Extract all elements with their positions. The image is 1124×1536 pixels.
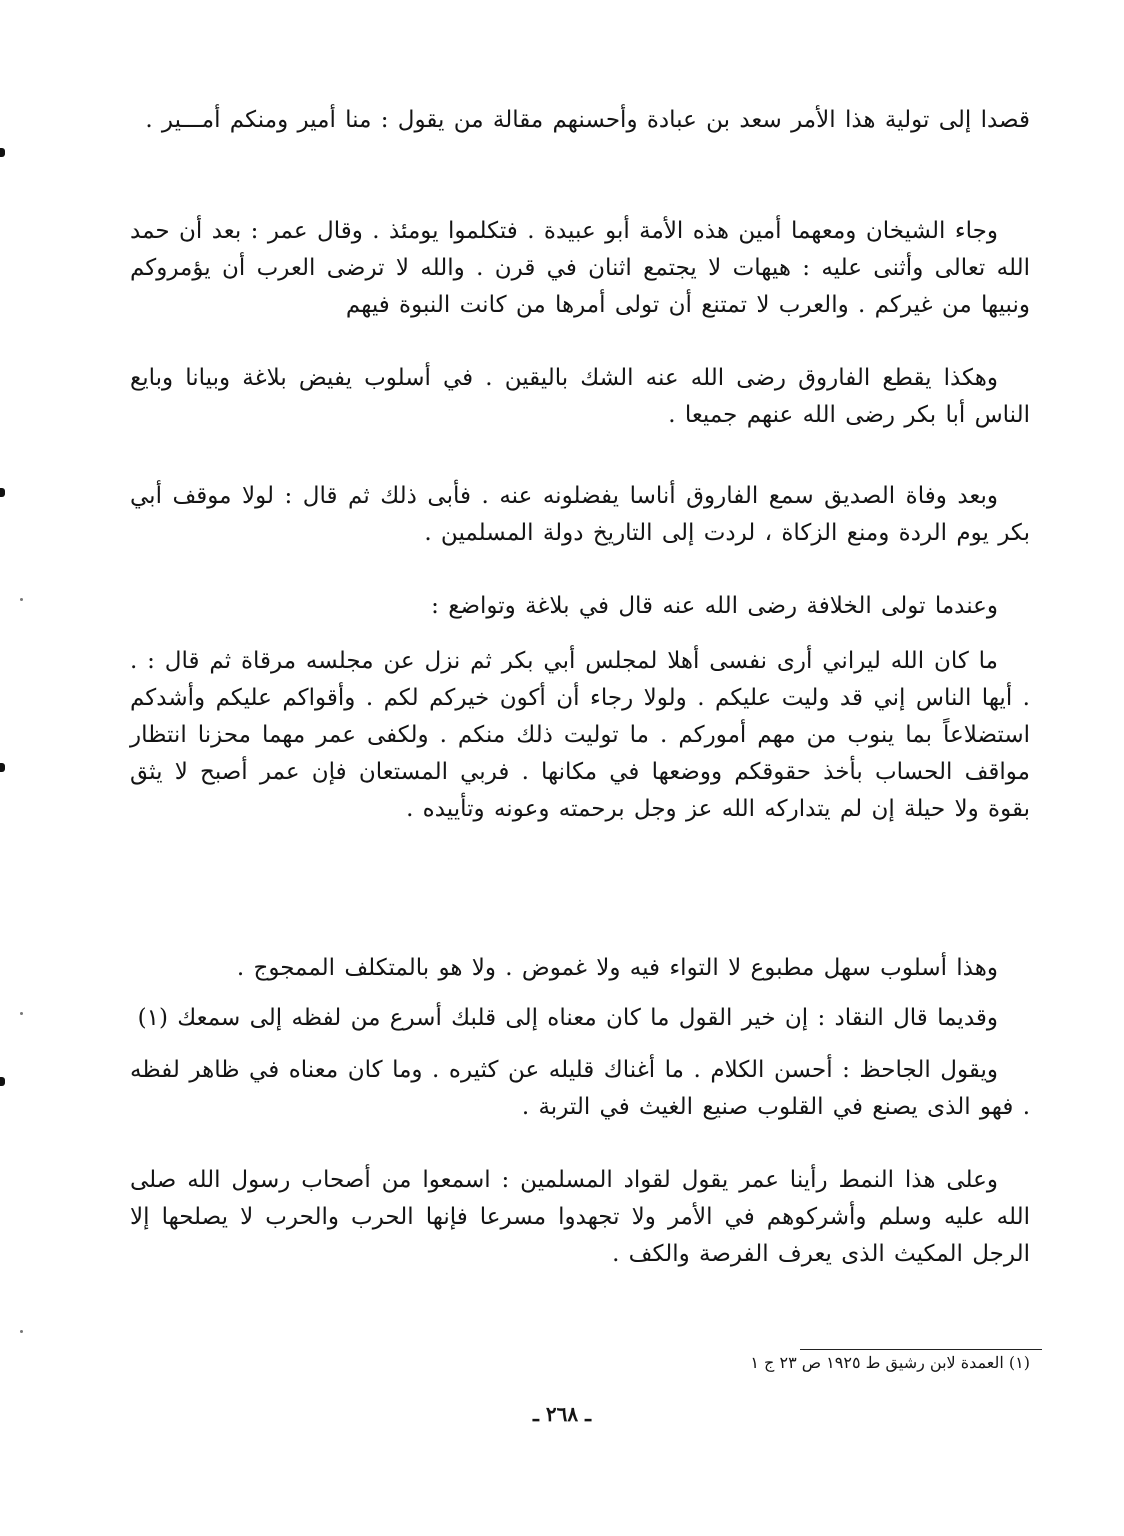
paragraph-2 <box>130 213 1030 324</box>
paragraph-9 <box>130 1052 1030 1126</box>
margin-mark <box>0 1077 5 1086</box>
paragraph-text: وقديما قال النقاد : إن خير القول ما كان معناه إلى قلبك أسرع من لفظه إلى سمعك (١) <box>137 1005 998 1031</box>
edge-dot <box>20 598 23 601</box>
paragraph-7 <box>130 950 1030 987</box>
paragraph-3 <box>130 360 1030 434</box>
paragraph-text: ويقول الجاحظ : أحسن الكلام . ما أغناك قليله عن كثيره . وما كان معناه في ظاهر لفظه . فهو الذى يصنع في القلوب صنيع الغيث في التربة . <box>130 1057 1030 1120</box>
paragraph-1 <box>130 102 1030 139</box>
paragraph-10 <box>130 1162 1030 1273</box>
paragraph-text: وعندما تولى الخلافة رضى الله عنه قال في بلاغة وتواضع : <box>431 593 998 619</box>
margin-mark <box>0 148 5 157</box>
paragraph-text: وهذا أسلوب سهل مطبوع لا التواء فيه ولا غموض . ولا هو بالمتكلف الممجوج . <box>236 955 998 981</box>
paragraph-text: وبعد وفاة الصديق سمع الفاروق أناسا يفضلونه عنه . فأبى ذلك ثم قال : لولا موقف أبي بكر يوم الردة ومنع الزكاة ، لردت إلى التاريخ دولة المسلمين . <box>130 483 1030 546</box>
margin-mark <box>0 763 5 772</box>
paragraph-text: وعلى هذا النمط رأينا عمر يقول لقواد المسلمين : اسمعوا من أصحاب رسول الله صلى الله عليه وسلم وأشركوهم في الأمر ولا تجهدوا مسرعا فإنها الحرب والحرب لا يصلحها إلا الرجل المكيث الذى يعرف الفرصة والكف . <box>130 1167 1030 1267</box>
margin-mark <box>0 488 5 497</box>
paragraph-text: قصدا إلى تولية هذا الأمر سعد بن عبادة وأحسنهم مقالة من يقول : منا أمير ومنكم أمـــير . <box>145 107 1030 133</box>
paragraph-5 <box>130 588 1030 625</box>
edge-dot <box>20 1012 23 1015</box>
page-number: ـ ٢٦٨ ـ <box>533 1402 591 1426</box>
edge-dot <box>20 1330 23 1333</box>
paragraph-8 <box>130 1000 1030 1037</box>
paragraph-6-quote <box>130 643 1030 828</box>
paragraph-4 <box>130 478 1030 552</box>
footnote: (١) العمدة لابن رشيق ط ١٩٢٥ ص ٢٣ ج ١ <box>750 1353 1030 1372</box>
paragraph-text: ما كان الله ليراني أرى نفسى أهلا لمجلس أبي بكر ثم نزل عن مجلسه مرقاة ثم قال : . . أيها الناس إني قد وليت عليكم . ولولا رجاء أن أكون خيركم لكم . وأقواكم عليكم وأشدكم استضلاعاً بما ينوب من مهم أموركم . ما توليت ذلك منكم . ولكفى عمر مهما محزنا انتظار مواقف الحساب بأخذ حقوقكم ووضعها في مكانها . فربي المستعان فإن عمر أصبح لا يثق بقوة ولا حيلة إن لم يتداركه الله عز وجل برحمته وعونه وتأييده . <box>130 648 1030 822</box>
footnote-divider <box>800 1349 1042 1350</box>
paragraph-text: وجاء الشيخان ومعهما أمين هذه الأمة أبو عبيدة . فتكلموا يومئذ . وقال عمر : بعد أن حمد الله تعالى وأثنى عليه : هيهات لا يجتمع اثنان في قرن . والله لا ترضى العرب أن يؤمروكم ونبيها من غيركم . والعرب لا تمتنع أن تولى أمرها من كانت النبوة فيهم <box>130 218 1030 318</box>
paragraph-text: وهكذا يقطع الفاروق رضى الله عنه الشك باليقين . في أسلوب يفيض بلاغة وبيانا وبايع الناس أبا بكر رضى الله عنهم جميعا . <box>130 365 1030 428</box>
